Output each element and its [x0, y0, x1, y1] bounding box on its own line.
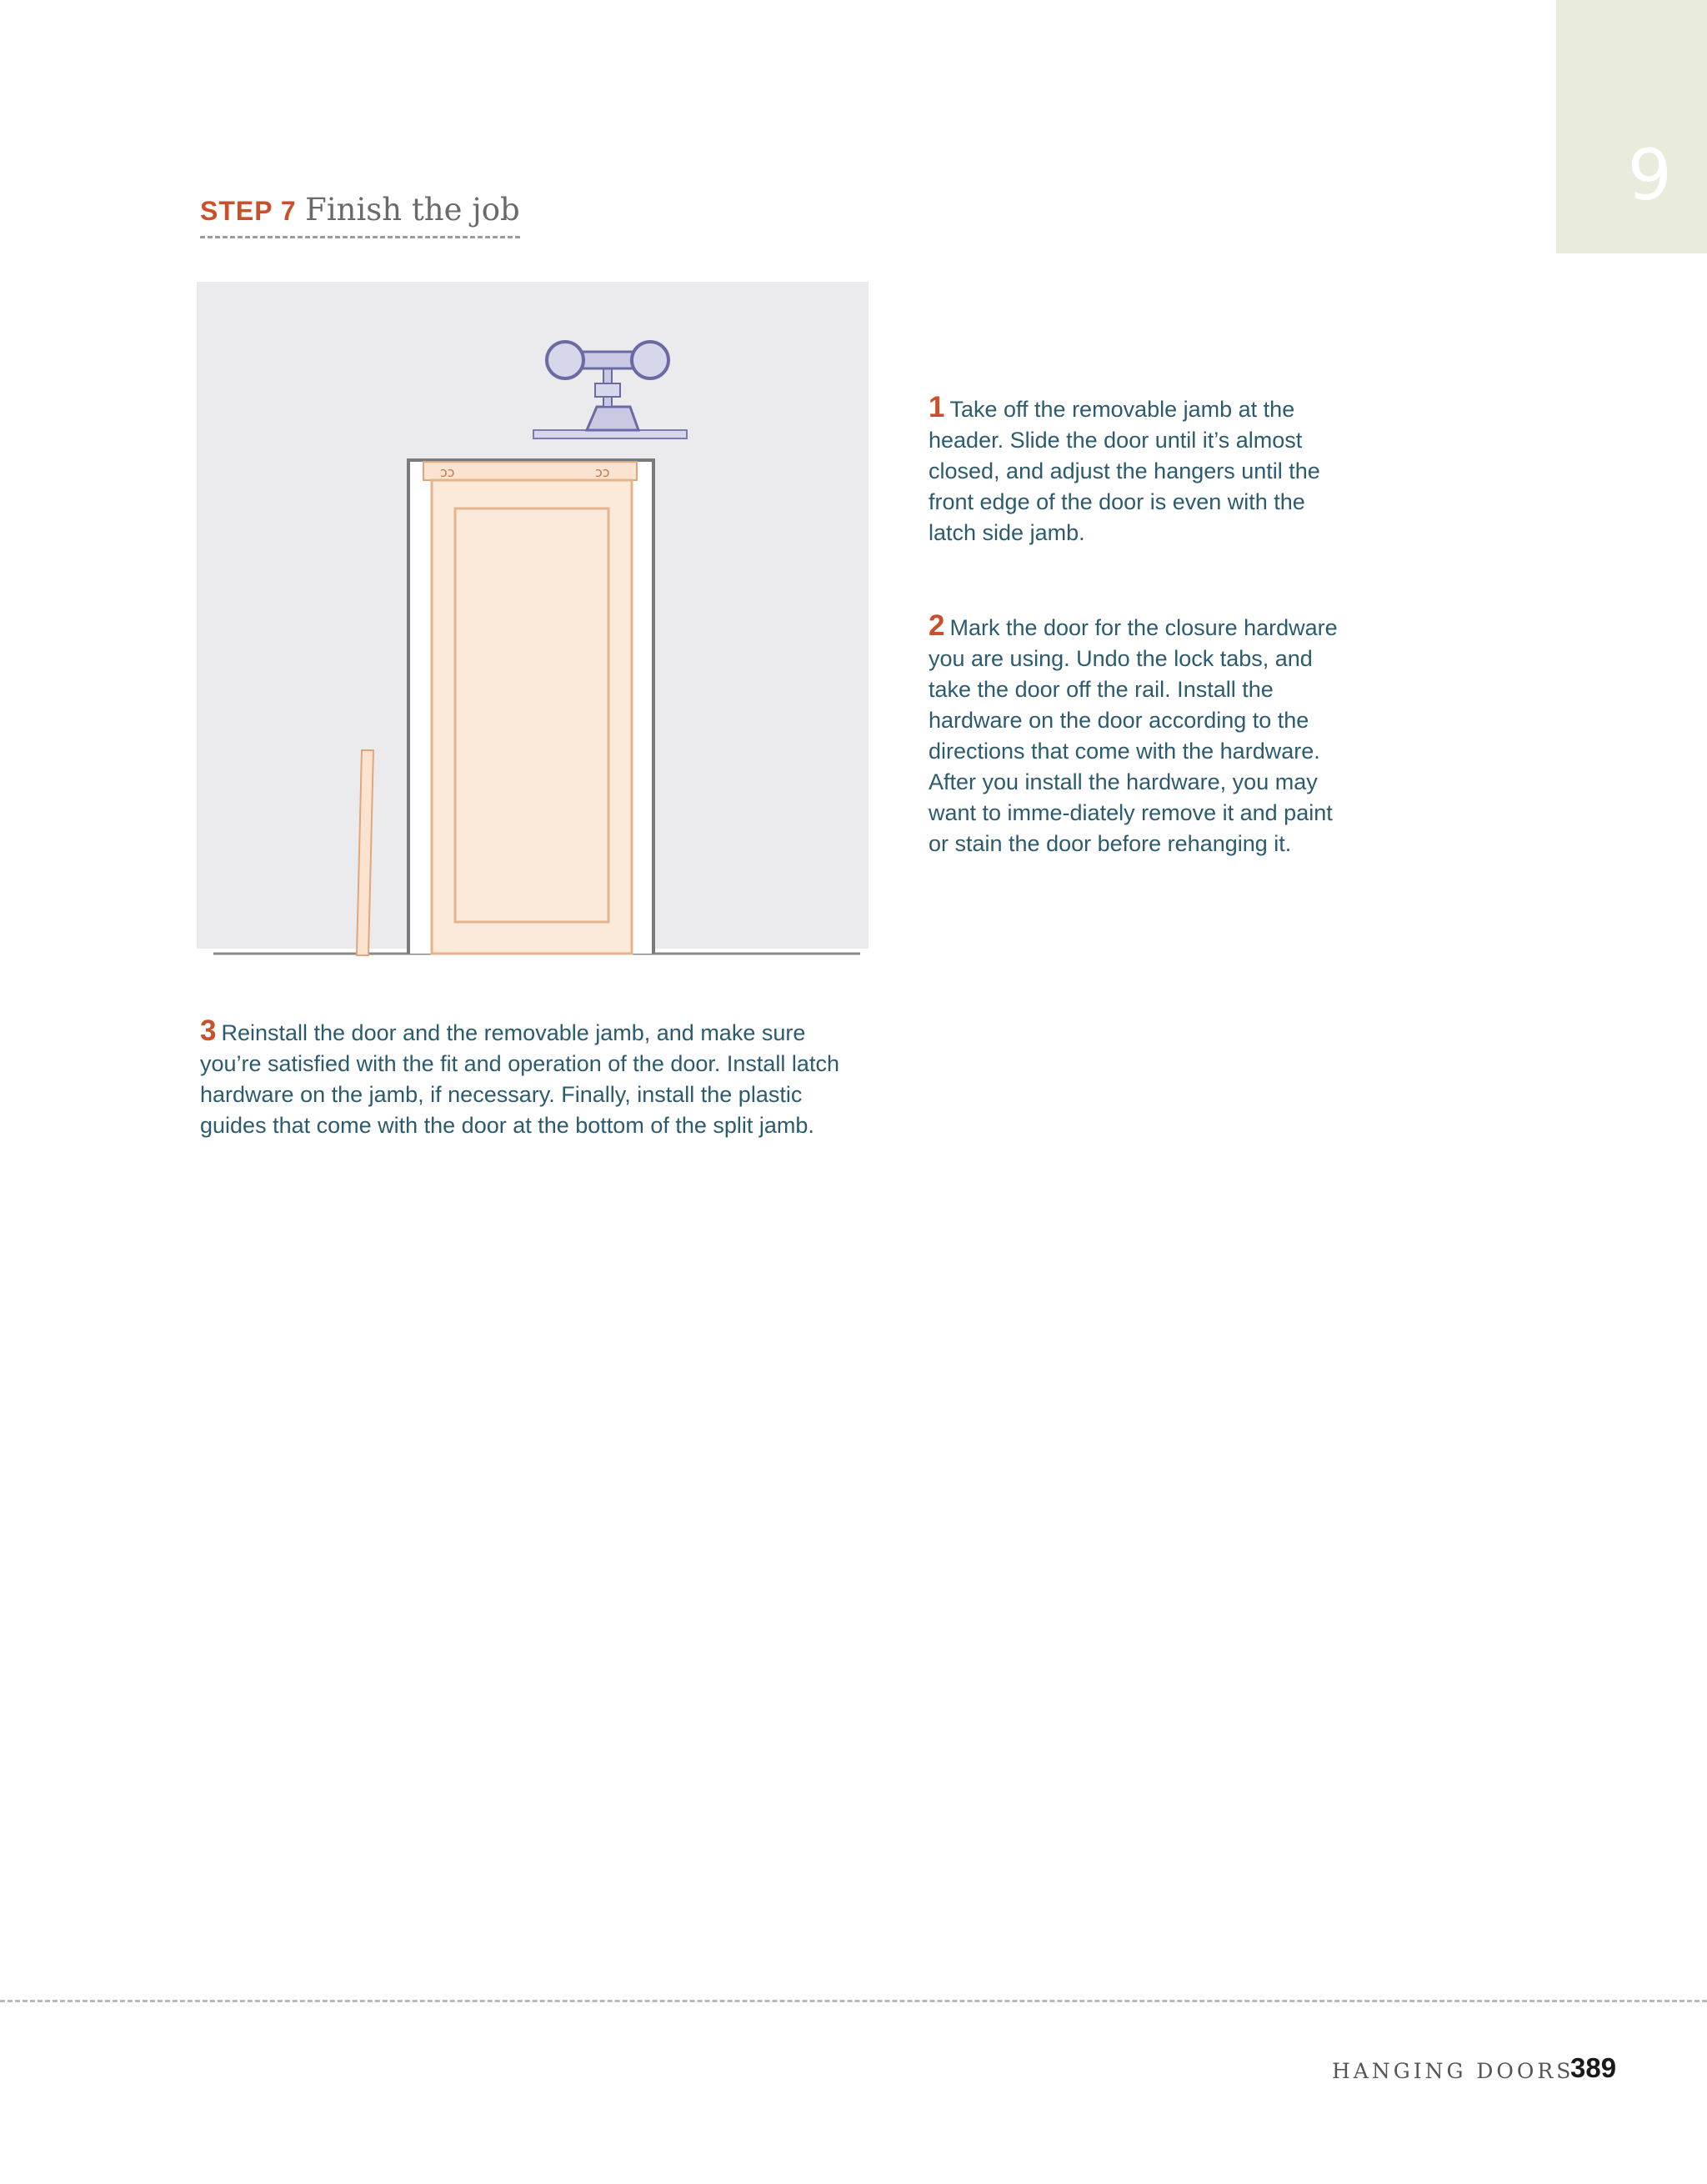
step-1-text: Take off the removable jamb at the header. Slide the door until it’s almost closed, and adjust the hangers until the front edge of the door is even with the latch side jamb. — [929, 397, 1320, 545]
step-3-paragraph — [200, 1015, 859, 1141]
door-illustration — [197, 282, 869, 959]
step-title: Finish the job — [305, 192, 520, 228]
chapter-number: 9 — [1627, 134, 1672, 216]
step-1-number: 1 — [929, 391, 945, 423]
page-number: 389 — [1570, 2052, 1617, 2083]
step-3-text: Reinstall the door and the removable jamb, and make sure you’re satisfied with the fit and operation of the door. Install latch hardware on the jamb, if necessary. Finally, install the plastic guides that come with the door at the bottom of the split jamb. — [200, 1020, 839, 1138]
hanger-left: ↄↄ — [440, 464, 455, 480]
step-2-text: Mark the door for the closure hardware you are using. Undo the lock tabs, and take the door off the rail. Install the hardware on the door according to the directions that come with the hardware. After you install the hardware, you may want to imme-diately remove it and paint or stain the door before rehanging it. — [929, 615, 1338, 856]
footer-divider — [0, 2000, 1707, 2002]
hanger-right: ↄↄ — [595, 464, 610, 480]
step-label: STEP 7 — [200, 196, 297, 226]
wheel-right — [632, 342, 668, 378]
door-slab — [432, 480, 632, 954]
step-2-number: 2 — [929, 609, 945, 642]
step-2-paragraph — [929, 610, 1345, 859]
trolley-base — [587, 407, 638, 430]
trolley-bracket — [595, 383, 620, 397]
running-head: HANGING DOORS — [1332, 2059, 1574, 2083]
wheel-left — [547, 342, 583, 378]
chapter-tab — [1556, 0, 1707, 253]
step-3-number: 3 — [200, 1014, 217, 1047]
step-1-paragraph — [929, 392, 1345, 549]
step-heading — [200, 192, 520, 238]
